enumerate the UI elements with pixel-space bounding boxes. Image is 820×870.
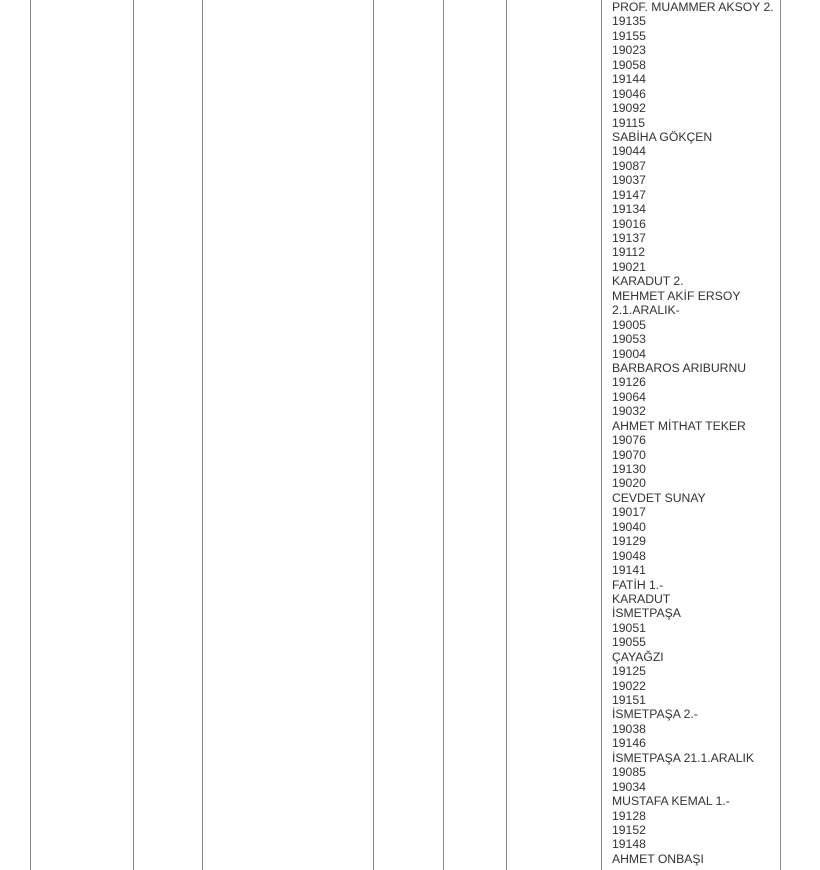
list-item: 19151 <box>612 693 646 707</box>
list-item: 19144 <box>612 72 646 87</box>
list-item: 19046 <box>612 86 646 101</box>
list-item: 19148 <box>612 837 646 852</box>
list-item: 19112 <box>612 245 645 260</box>
list-item: İSMETPAŞA 2.- <box>612 707 698 722</box>
column-border <box>202 0 203 870</box>
list-item: 19146 <box>612 736 646 751</box>
list-item: 19048 <box>612 548 646 563</box>
list-item: 19130 <box>612 462 646 476</box>
list-item: 19005 <box>612 317 646 332</box>
list-item: 19128 <box>612 808 646 823</box>
column-border <box>443 0 444 870</box>
column-border <box>373 0 374 870</box>
list-item: 19020 <box>612 476 646 491</box>
list-item: AHMET MİTHAT TEKER <box>612 418 746 433</box>
list-item: 19137 <box>612 231 646 245</box>
list-item: 19070 <box>612 447 646 462</box>
list-item: PROF. MUAMMER AKSOY 2. <box>612 0 774 14</box>
list-item: 19004 <box>612 346 646 361</box>
list-item: 19034 <box>612 779 646 794</box>
list-item: 19135 <box>612 14 646 29</box>
column-border <box>506 0 507 870</box>
column-border <box>780 0 781 870</box>
list-item: 19037 <box>612 173 646 188</box>
list-item: 19055 <box>612 635 646 650</box>
list-item: 19017 <box>612 505 646 520</box>
column-border <box>133 0 134 870</box>
list-item: 19023 <box>612 43 646 58</box>
column-border <box>30 0 31 870</box>
list-item: 19155 <box>612 28 646 43</box>
list-item: 19051 <box>612 620 646 635</box>
list-item: 19092 <box>612 101 646 116</box>
list-item: FATİH 1.- <box>612 577 664 592</box>
column-border <box>601 0 602 870</box>
list-item: 19022 <box>612 678 646 693</box>
list-item: 19147 <box>612 187 646 202</box>
list-item: 19152 <box>612 822 646 837</box>
list-item: ÇAYAĞZI <box>612 649 664 664</box>
list-item: SABİHA GÖKÇEN <box>612 129 713 144</box>
list-item: 19038 <box>612 721 646 736</box>
list-item: 19053 <box>612 332 646 347</box>
list-item: 19058 <box>612 57 646 72</box>
list-item: MUSTAFA KEMAL 1.- <box>612 794 730 809</box>
list-item: AHMET ONBAŞI <box>612 851 704 866</box>
list-item: 19085 <box>612 765 646 780</box>
list-item: 19044 <box>612 144 646 159</box>
list-item: KARADUT 2. <box>612 274 684 289</box>
list-item: 19141 <box>612 563 646 578</box>
list-item: 19115 <box>612 115 645 130</box>
list-item: 19076 <box>612 433 646 448</box>
list-item: 19032 <box>612 404 646 419</box>
list-item: KARADUT <box>612 591 671 606</box>
list-item: BARBAROS ARIBURNU <box>612 360 747 375</box>
list-item: 19129 <box>612 534 646 549</box>
list-item: İSMETPAŞA 21.1.ARALIK <box>612 750 755 765</box>
list-item: 2.1.ARALIK- <box>612 303 680 318</box>
list-item: 19125 <box>612 664 646 679</box>
list-item: 19021 <box>612 259 646 274</box>
list-item: MEHMET AKİF ERSOY <box>612 288 741 303</box>
list-item: 19134 <box>612 202 646 217</box>
list-item: 19087 <box>612 158 646 173</box>
list-item: 19016 <box>612 216 646 231</box>
list-item: 19064 <box>612 389 646 404</box>
list-item: CEVDET SUNAY <box>612 490 706 505</box>
table-cell-list <box>612 0 777 866</box>
list-item: 19040 <box>612 519 646 534</box>
list-item: İSMETPAŞA <box>612 606 681 621</box>
list-item: 19126 <box>612 375 646 390</box>
